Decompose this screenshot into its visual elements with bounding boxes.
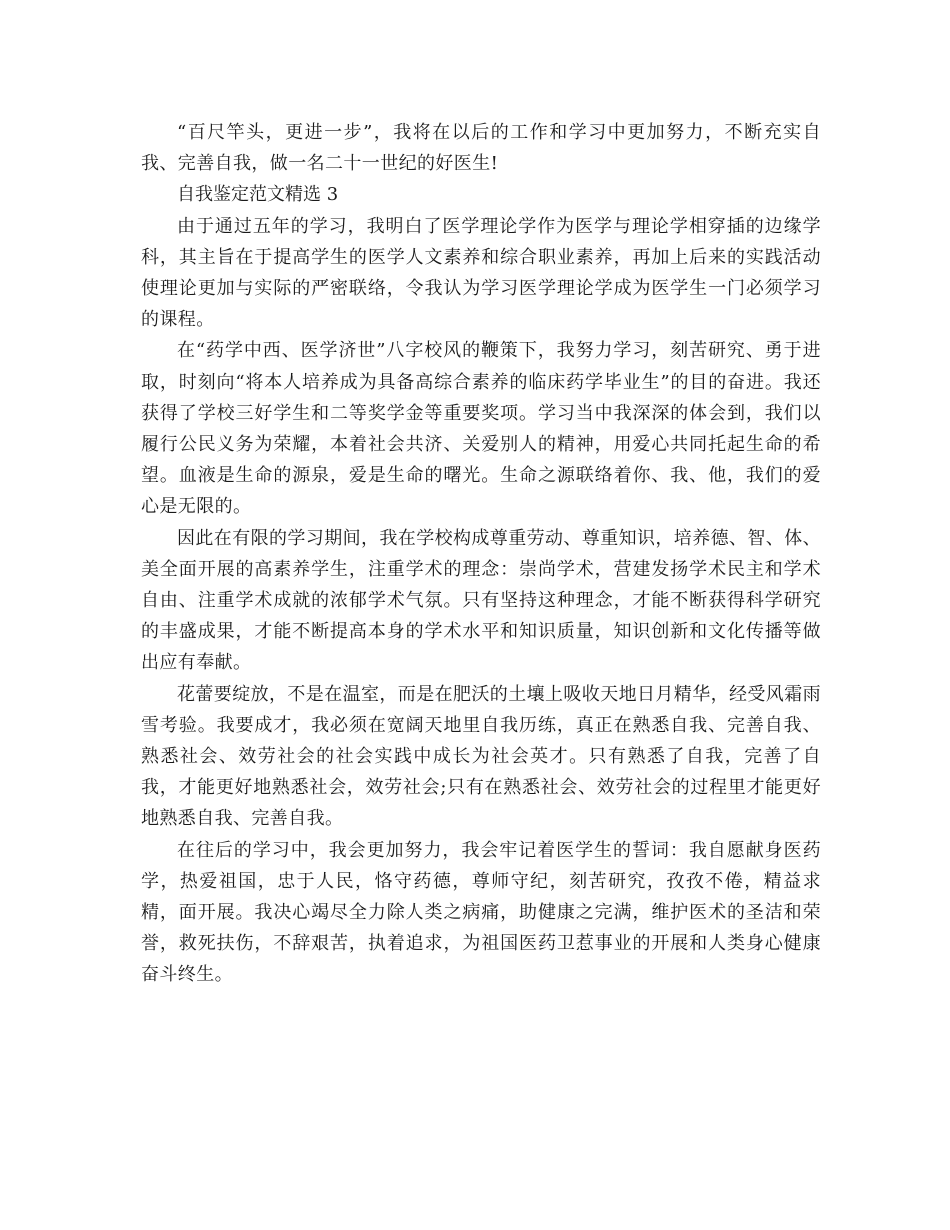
paragraph-growth: 花蕾要绽放，不是在温室，而是在肥沃的土壤上吸收天地日月精华，经受风霜雨雪考验。我要成才，我必须在宽阔天地里自我历练，真正在熟悉自我、完善自我、熟悉社会、效劳社会的社会实践中成长为社会英才。只有熟悉了自我，完善了自我，才能更好地熟悉社会，效劳社会;只有在熟悉社会、效劳社会的过程里才能更好地熟悉自我、完善自我。 <box>141 683 821 830</box>
document-body <box>141 117 821 991</box>
paragraph-intro: 由于通过五年的学习，我明白了医学理论学作为医学与理论学相穿插的边缘学科，其主旨在于提高学生的医学人文素养和综合职业素养，再加上后来的实践活动使理论更加与实际的严密联络，令我认为学习医学理论学成为医学生一门必须学习的课程。 <box>141 215 821 331</box>
section-heading: 自我鉴定范文精选 3 <box>177 184 339 206</box>
paragraph-closing-previous: “百尺竿头，更进一步”，我将在以后的工作和学习中更加努力，不断充实自我、完善自我，做一名二十一世纪的好医生! <box>141 122 821 175</box>
paragraph-academic-ideal: 因此在有限的学习期间，我在学校构成尊重劳动、尊重知识，培养德、智、体、美全面开展的高素养学生，注重学术的理念：崇尚学术，营建发扬学术民主和学术自由、注重学术成就的浓郁学术气氛。只有坚持这种理念，才能不断获得科学研究的丰盛成果，才能不断提高本身的学术水平和知识质量，知识创新和文化传播等做出应有奉献。 <box>141 527 821 674</box>
paragraph-oath: 在往后的学习中，我会更加努力，我会牢记着医学生的誓词：我自愿献身医药学，热爱祖国，忠于人民，恪守药德，尊师守纪，刻苦研究，孜孜不倦，精益求精，面开展。我决心竭尽全力除人类之病痛，助健康之完满，维护医术的圣洁和荣誉，救死扶伤，不辞艰苦，执着追求，为祖国医药卫惹事业的开展和人类身心健康奋斗终生。 <box>141 839 821 986</box>
paragraph-school-motto: 在“药学中西、医学济世”八字校风的鞭策下，我努力学习，刻苦研究、勇于进取，时刻向“将本人培养成为具备高综合素养的临床药学毕业生”的目的奋进。我还获得了学校三好学生和二等奖学金等重要奖项。学习当中我深深的体会到，我们以履行公民义务为荣耀，本着社会共济、关爱别人的精神，用爱心共同托起生命的希望。血液是生命的源泉，爱是生命的曙光。生命之源联络着你、我、他，我们的爱心是无限的。 <box>141 340 821 518</box>
